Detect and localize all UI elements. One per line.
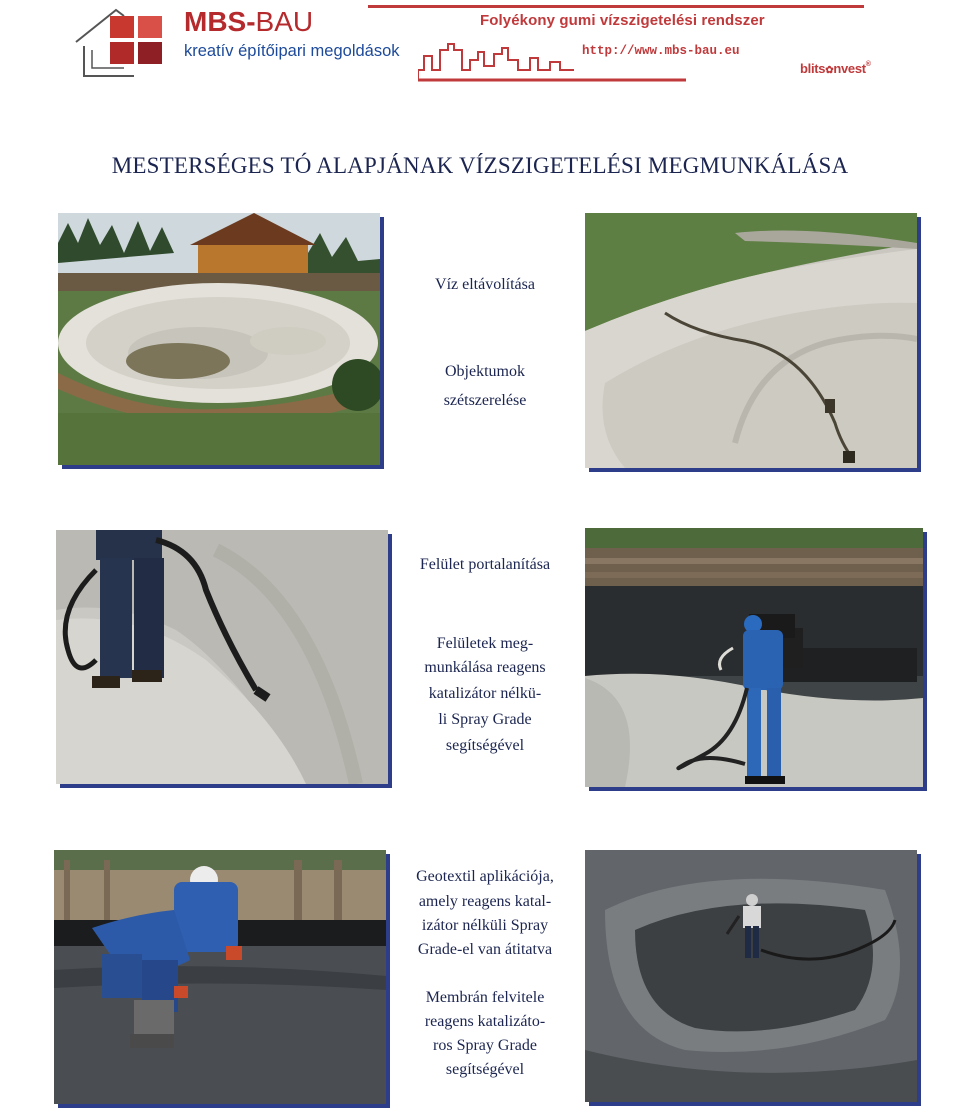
caption-disassembly-line2: szétszerelése [443, 392, 527, 409]
brand-name: MBS-BAU [184, 6, 314, 37]
caption-geotextile-line1: Geotextil aplikációja, [416, 868, 554, 885]
pond-hose-photo [585, 213, 917, 468]
brand-subtitle: kreatív építőipari megoldások [184, 42, 400, 60]
partner-logo: blits✿nvest® [800, 61, 871, 76]
caption-dust-removal: Felület portalanítása [419, 556, 551, 573]
caption-membrane-line1: Membrán felvitele [425, 989, 545, 1006]
membrane-spray-photo [585, 850, 917, 1102]
geotextile-application-photo [54, 850, 386, 1104]
caption-membrane-line3: ros Spray Grade [433, 1037, 537, 1054]
caption-disassembly-line1: Objektumok [445, 363, 525, 380]
caption-surface-treatment-line5: segítségével [445, 737, 525, 754]
caption-surface-treatment-line2: munkálása reagens [424, 659, 546, 676]
mbs-logo-icon [74, 6, 174, 78]
page-title: MESTERSÉGES TÓ ALAPJÁNAK VÍZSZIGETELÉSI MEGMUNKÁLÁSA [111, 153, 849, 178]
caption-membrane-line4: segítségével [445, 1061, 525, 1078]
spray-worker-photo [585, 528, 923, 787]
caption-surface-treatment-line1: Felületek meg- [436, 635, 534, 652]
caption-water-removal: Víz eltávolítása [435, 276, 535, 293]
caption-membrane-line2: reagens katalizáto- [424, 1013, 546, 1030]
website-link[interactable]: http://www.mbs-bau.eu [582, 44, 740, 58]
caption-geotextile-line4: Grade-el van átitatva [417, 941, 553, 958]
drained-pond-photo [58, 213, 380, 465]
vacuum-cleaning-photo [56, 530, 388, 784]
caption-geotextile-line3: izátor nélküli Spray [421, 917, 549, 934]
header-divider [368, 5, 864, 8]
caption-geotextile-line2: amely reagens katal- [418, 893, 552, 910]
caption-surface-treatment-line3: katalizátor nélkü- [428, 685, 542, 702]
caption-surface-treatment-line4: li Spray Grade [438, 711, 532, 728]
header-tagline: Folyékony gumi vízszigetelési rendszer [480, 12, 765, 29]
